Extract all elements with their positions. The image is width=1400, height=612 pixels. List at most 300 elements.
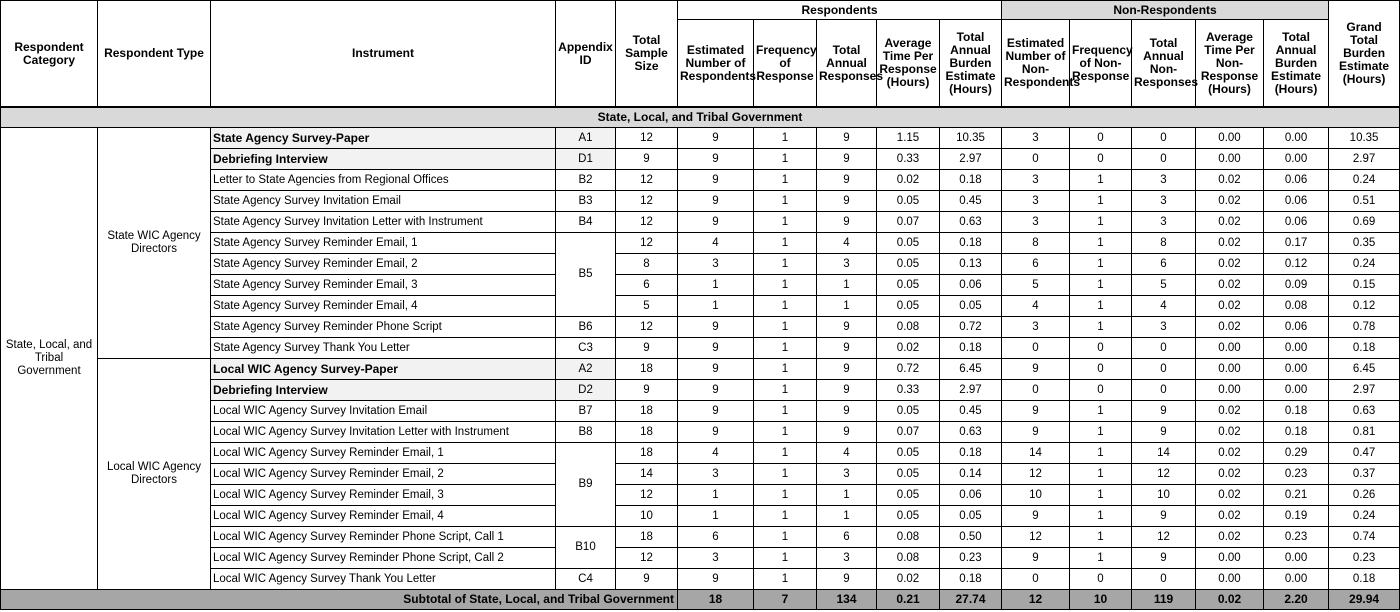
n-num-cell: 3: [1002, 170, 1070, 191]
r-total-cell: 1: [817, 296, 877, 317]
n-time-cell: 0.00: [1196, 359, 1264, 380]
r-total-cell: 9: [817, 317, 877, 338]
r-num-cell: 9: [678, 317, 754, 338]
grand-cell: 0.24: [1329, 254, 1400, 275]
instrument-cell: Local WIC Agency Survey Invitation Letter with Instrument: [211, 422, 556, 443]
section-row: [1, 107, 1400, 128]
n-total-cell: 14: [1132, 443, 1196, 464]
grand-cell: 0.35: [1329, 233, 1400, 254]
sample-cell: 14: [616, 464, 678, 485]
n-freq-cell: 1: [1070, 296, 1132, 317]
sample-cell: 12: [616, 191, 678, 212]
r-freq-cell: 1: [754, 464, 817, 485]
r-num-cell: 3: [678, 548, 754, 569]
table-row: [1, 296, 1400, 317]
subtotal-n-time-cell: 0.02: [1196, 590, 1264, 610]
n-total-cell: 12: [1132, 464, 1196, 485]
subtotal-n-burden-cell: 2.20: [1264, 590, 1329, 610]
grand-cell: 0.12: [1329, 296, 1400, 317]
grand-cell: 0.69: [1329, 212, 1400, 233]
r-time-cell: 0.72: [877, 359, 940, 380]
instrument-cell: State Agency Survey Reminder Email, 3: [211, 275, 556, 296]
r-time-cell: 0.05: [877, 443, 940, 464]
n-num-cell: 0: [1002, 149, 1070, 170]
header-appendix-id: Appendix ID: [556, 1, 616, 108]
table-row: [1, 254, 1400, 275]
respondent-category-cell: State, Local, and Tribal Government: [1, 128, 98, 590]
n-total-cell: 0: [1132, 149, 1196, 170]
n-total-cell: 0: [1132, 128, 1196, 149]
n-total-cell: 8: [1132, 233, 1196, 254]
r-time-cell: 0.05: [877, 401, 940, 422]
r-burden-cell: 0.18: [940, 338, 1002, 359]
r-freq-cell: 1: [754, 212, 817, 233]
subtotal-r-time-cell: 0.21: [877, 590, 940, 610]
sample-cell: 12: [616, 170, 678, 191]
n-freq-cell: 1: [1070, 275, 1132, 296]
table-row: [1, 275, 1400, 296]
r-num-cell: 9: [678, 149, 754, 170]
instrument-cell: Local WIC Agency Survey Reminder Email, 4: [211, 506, 556, 527]
n-burden-cell: 0.06: [1264, 212, 1329, 233]
r-total-cell: 1: [817, 275, 877, 296]
r-burden-cell: 0.18: [940, 170, 1002, 191]
sample-cell: 10: [616, 506, 678, 527]
n-burden-cell: 0.06: [1264, 170, 1329, 191]
subtotal-n-num-cell: 12: [1002, 590, 1070, 610]
n-freq-cell: 1: [1070, 254, 1132, 275]
r-freq-cell: 1: [754, 422, 817, 443]
table-row: [1, 149, 1400, 170]
n-freq-cell: 1: [1070, 212, 1132, 233]
sample-cell: 12: [616, 128, 678, 149]
n-num-cell: 4: [1002, 296, 1070, 317]
r-num-cell: 9: [678, 128, 754, 149]
r-freq-cell: 1: [754, 401, 817, 422]
r-freq-cell: 1: [754, 359, 817, 380]
r-num-cell: 6: [678, 527, 754, 548]
table-row: [1, 380, 1400, 401]
r-freq-cell: 1: [754, 443, 817, 464]
appendix-id-cell: B6: [556, 317, 616, 338]
n-num-cell: 9: [1002, 506, 1070, 527]
sample-cell: 5: [616, 296, 678, 317]
r-freq-cell: 1: [754, 527, 817, 548]
instrument-cell: State Agency Survey-Paper: [211, 128, 556, 149]
r-time-cell: 0.05: [877, 191, 940, 212]
n-num-cell: 3: [1002, 317, 1070, 338]
r-total-cell: 4: [817, 233, 877, 254]
section-title: State, Local, and Tribal Government: [1, 107, 1400, 128]
appendix-id-cell: C3: [556, 338, 616, 359]
r-total-cell: 4: [817, 443, 877, 464]
instrument-cell: Local WIC Agency Survey-Paper: [211, 359, 556, 380]
r-total-cell: 9: [817, 401, 877, 422]
n-total-cell: 0: [1132, 569, 1196, 590]
n-freq-cell: 1: [1070, 401, 1132, 422]
n-freq-cell: 0: [1070, 569, 1132, 590]
n-time-cell: 0.02: [1196, 443, 1264, 464]
grand-cell: 2.97: [1329, 380, 1400, 401]
instrument-cell: State Agency Survey Reminder Email, 4: [211, 296, 556, 317]
r-time-cell: 0.05: [877, 254, 940, 275]
n-freq-cell: 0: [1070, 380, 1132, 401]
n-time-cell: 0.02: [1196, 275, 1264, 296]
grand-cell: 0.51: [1329, 191, 1400, 212]
n-burden-cell: 0.18: [1264, 401, 1329, 422]
subtotal-n-freq-cell: 10: [1070, 590, 1132, 610]
n-burden-cell: 0.06: [1264, 191, 1329, 212]
n-time-cell: 0.00: [1196, 380, 1264, 401]
n-freq-cell: 0: [1070, 338, 1132, 359]
n-freq-cell: 1: [1070, 443, 1132, 464]
header-non-respondents-group: Non-Respondents: [1002, 1, 1329, 20]
r-total-cell: 9: [817, 359, 877, 380]
r-burden-cell: 0.13: [940, 254, 1002, 275]
n-num-cell: 0: [1002, 380, 1070, 401]
n-freq-cell: 1: [1070, 170, 1132, 191]
n-time-cell: 0.00: [1196, 569, 1264, 590]
n-time-cell: 0.02: [1196, 233, 1264, 254]
r-num-cell: 9: [678, 569, 754, 590]
r-total-cell: 3: [817, 254, 877, 275]
header-resp-total-annual: Total Annual Responses: [817, 20, 877, 108]
subtotal-r-total-cell: 134: [817, 590, 877, 610]
r-num-cell: 4: [678, 233, 754, 254]
table-row: [1, 359, 1400, 380]
grand-cell: 0.24: [1329, 506, 1400, 527]
n-num-cell: 10: [1002, 485, 1070, 506]
r-time-cell: 0.08: [877, 548, 940, 569]
n-time-cell: 0.02: [1196, 296, 1264, 317]
r-time-cell: 0.08: [877, 527, 940, 548]
n-num-cell: 0: [1002, 338, 1070, 359]
r-burden-cell: 10.35: [940, 128, 1002, 149]
n-num-cell: 0: [1002, 569, 1070, 590]
r-freq-cell: 1: [754, 548, 817, 569]
grand-cell: 0.23: [1329, 548, 1400, 569]
n-burden-cell: 0.00: [1264, 548, 1329, 569]
r-time-cell: 0.05: [877, 296, 940, 317]
instrument-cell: Local WIC Agency Survey Invitation Email: [211, 401, 556, 422]
r-burden-cell: 0.18: [940, 443, 1002, 464]
r-time-cell: 0.07: [877, 422, 940, 443]
header-row-groups: [1, 1, 1400, 20]
r-num-cell: 9: [678, 359, 754, 380]
header-resp-frequency: Frequency of Response: [754, 20, 817, 108]
r-total-cell: 9: [817, 170, 877, 191]
n-total-cell: 10: [1132, 485, 1196, 506]
n-time-cell: 0.00: [1196, 149, 1264, 170]
n-time-cell: 0.02: [1196, 170, 1264, 191]
instrument-cell: Local WIC Agency Survey Thank You Letter: [211, 569, 556, 590]
r-freq-cell: 1: [754, 149, 817, 170]
r-total-cell: 6: [817, 527, 877, 548]
r-time-cell: 0.05: [877, 506, 940, 527]
grand-cell: 0.81: [1329, 422, 1400, 443]
instrument-cell: State Agency Survey Invitation Email: [211, 191, 556, 212]
r-burden-cell: 2.97: [940, 380, 1002, 401]
n-freq-cell: 0: [1070, 128, 1132, 149]
table-row: [1, 527, 1400, 548]
subtotal-r-freq-cell: 7: [754, 590, 817, 610]
sample-cell: 18: [616, 422, 678, 443]
r-num-cell: 1: [678, 275, 754, 296]
r-freq-cell: 1: [754, 170, 817, 191]
r-freq-cell: 1: [754, 191, 817, 212]
header-nonresp-total-burden: Total Annual Burden Estimate (Hours): [1264, 20, 1329, 108]
r-num-cell: 3: [678, 254, 754, 275]
n-num-cell: 6: [1002, 254, 1070, 275]
n-num-cell: 3: [1002, 128, 1070, 149]
r-freq-cell: 1: [754, 317, 817, 338]
r-time-cell: 0.33: [877, 149, 940, 170]
r-time-cell: 0.02: [877, 170, 940, 191]
subtotal-r-num-cell: 18: [678, 590, 754, 610]
r-num-cell: 9: [678, 422, 754, 443]
instrument-cell: Debriefing Interview: [211, 380, 556, 401]
grand-cell: 0.18: [1329, 338, 1400, 359]
header-nonresp-total-annual: Total Annual Non-Responses: [1132, 20, 1196, 108]
r-freq-cell: 1: [754, 485, 817, 506]
table-row: [1, 422, 1400, 443]
appendix-id-cell: C4: [556, 569, 616, 590]
n-time-cell: 0.02: [1196, 506, 1264, 527]
subtotal-label: Subtotal of State, Local, and Tribal Government: [1, 590, 678, 610]
table-row: [1, 128, 1400, 149]
grand-cell: 0.74: [1329, 527, 1400, 548]
instrument-cell: Local WIC Agency Survey Reminder Phone Script, Call 2: [211, 548, 556, 569]
instrument-cell: Debriefing Interview: [211, 149, 556, 170]
table-body: [1, 107, 1400, 610]
r-freq-cell: 1: [754, 296, 817, 317]
respondent-type-cell: Local WIC Agency Directors: [98, 359, 211, 590]
n-time-cell: 0.00: [1196, 128, 1264, 149]
r-time-cell: 0.05: [877, 464, 940, 485]
n-burden-cell: 0.00: [1264, 149, 1329, 170]
n-total-cell: 0: [1132, 359, 1196, 380]
r-total-cell: 9: [817, 128, 877, 149]
n-burden-cell: 0.00: [1264, 380, 1329, 401]
r-num-cell: 1: [678, 506, 754, 527]
appendix-id-cell: B10: [556, 527, 616, 569]
n-total-cell: 6: [1132, 254, 1196, 275]
appendix-id-cell: A1: [556, 128, 616, 149]
instrument-cell: State Agency Survey Thank You Letter: [211, 338, 556, 359]
n-time-cell: 0.02: [1196, 317, 1264, 338]
header-resp-est-number: Estimated Number of Respondents: [678, 20, 754, 108]
r-burden-cell: 0.14: [940, 464, 1002, 485]
table-row: [1, 401, 1400, 422]
n-burden-cell: 0.29: [1264, 443, 1329, 464]
sample-cell: 18: [616, 401, 678, 422]
subtotal-grand-cell: 29.94: [1329, 590, 1400, 610]
n-num-cell: 9: [1002, 548, 1070, 569]
appendix-id-cell: B5: [556, 233, 616, 317]
n-total-cell: 5: [1132, 275, 1196, 296]
table-row: [1, 485, 1400, 506]
r-total-cell: 9: [817, 149, 877, 170]
table-row: [1, 191, 1400, 212]
r-num-cell: 9: [678, 380, 754, 401]
n-burden-cell: 0.00: [1264, 128, 1329, 149]
grand-cell: 0.15: [1329, 275, 1400, 296]
n-burden-cell: 0.23: [1264, 527, 1329, 548]
appendix-id-cell: D1: [556, 149, 616, 170]
sample-cell: 8: [616, 254, 678, 275]
table-row: [1, 569, 1400, 590]
r-num-cell: 9: [678, 191, 754, 212]
r-burden-cell: 0.06: [940, 275, 1002, 296]
table-row: [1, 233, 1400, 254]
r-freq-cell: 1: [754, 233, 817, 254]
n-num-cell: 5: [1002, 275, 1070, 296]
r-burden-cell: 0.72: [940, 317, 1002, 338]
sample-cell: 12: [616, 548, 678, 569]
sample-cell: 9: [616, 380, 678, 401]
n-total-cell: 0: [1132, 380, 1196, 401]
header-respondent-category: Respondent Category: [1, 1, 98, 108]
r-time-cell: 0.05: [877, 485, 940, 506]
n-time-cell: 0.02: [1196, 422, 1264, 443]
grand-cell: 0.24: [1329, 170, 1400, 191]
header-respondent-type: Respondent Type: [98, 1, 211, 108]
instrument-cell: State Agency Survey Invitation Letter with Instrument: [211, 212, 556, 233]
r-burden-cell: 0.06: [940, 485, 1002, 506]
instrument-cell: State Agency Survey Reminder Email, 2: [211, 254, 556, 275]
r-time-cell: 0.05: [877, 275, 940, 296]
sample-cell: 12: [616, 233, 678, 254]
n-time-cell: 0.02: [1196, 191, 1264, 212]
grand-cell: 0.63: [1329, 401, 1400, 422]
r-time-cell: 0.33: [877, 380, 940, 401]
n-burden-cell: 0.12: [1264, 254, 1329, 275]
r-total-cell: 1: [817, 485, 877, 506]
grand-cell: 10.35: [1329, 128, 1400, 149]
r-burden-cell: 0.05: [940, 296, 1002, 317]
sample-cell: 9: [616, 569, 678, 590]
r-freq-cell: 1: [754, 569, 817, 590]
n-total-cell: 3: [1132, 191, 1196, 212]
n-total-cell: 12: [1132, 527, 1196, 548]
n-burden-cell: 0.23: [1264, 464, 1329, 485]
n-freq-cell: 1: [1070, 506, 1132, 527]
n-burden-cell: 0.17: [1264, 233, 1329, 254]
n-freq-cell: 1: [1070, 527, 1132, 548]
table-row: [1, 317, 1400, 338]
n-time-cell: 0.02: [1196, 212, 1264, 233]
instrument-cell: Local WIC Agency Survey Reminder Phone Script, Call 1: [211, 527, 556, 548]
n-time-cell: 0.02: [1196, 485, 1264, 506]
n-time-cell: 0.00: [1196, 338, 1264, 359]
grand-cell: 0.18: [1329, 569, 1400, 590]
n-freq-cell: 1: [1070, 548, 1132, 569]
r-num-cell: 4: [678, 443, 754, 464]
n-freq-cell: 1: [1070, 191, 1132, 212]
r-burden-cell: 0.63: [940, 212, 1002, 233]
n-total-cell: 9: [1132, 401, 1196, 422]
header-instrument: Instrument: [211, 1, 556, 108]
r-freq-cell: 1: [754, 254, 817, 275]
n-num-cell: 14: [1002, 443, 1070, 464]
grand-cell: 2.97: [1329, 149, 1400, 170]
r-time-cell: 0.02: [877, 338, 940, 359]
n-num-cell: 12: [1002, 527, 1070, 548]
n-time-cell: 0.02: [1196, 464, 1264, 485]
n-burden-cell: 0.08: [1264, 296, 1329, 317]
n-total-cell: 0: [1132, 338, 1196, 359]
r-time-cell: 1.15: [877, 128, 940, 149]
n-total-cell: 3: [1132, 317, 1196, 338]
r-burden-cell: 0.45: [940, 191, 1002, 212]
appendix-id-cell: B9: [556, 443, 616, 527]
n-time-cell: 0.02: [1196, 401, 1264, 422]
n-total-cell: 9: [1132, 422, 1196, 443]
n-num-cell: 9: [1002, 401, 1070, 422]
sample-cell: 9: [616, 149, 678, 170]
r-num-cell: 9: [678, 170, 754, 191]
header-nonresp-avg-time: Average Time Per Non-Response (Hours): [1196, 20, 1264, 108]
table-row: [1, 548, 1400, 569]
table-row: [1, 464, 1400, 485]
table-row: [1, 212, 1400, 233]
sample-cell: 12: [616, 212, 678, 233]
sample-cell: 12: [616, 485, 678, 506]
r-freq-cell: 1: [754, 380, 817, 401]
r-burden-cell: 0.18: [940, 233, 1002, 254]
n-time-cell: 0.02: [1196, 254, 1264, 275]
r-total-cell: 9: [817, 338, 877, 359]
instrument-cell: Local WIC Agency Survey Reminder Email, 3: [211, 485, 556, 506]
r-total-cell: 9: [817, 212, 877, 233]
respondent-type-cell: State WIC Agency Directors: [98, 128, 211, 359]
subtotal-row: [1, 590, 1400, 610]
n-freq-cell: 0: [1070, 359, 1132, 380]
r-time-cell: 0.05: [877, 233, 940, 254]
n-total-cell: 9: [1132, 506, 1196, 527]
sample-cell: 18: [616, 359, 678, 380]
n-total-cell: 4: [1132, 296, 1196, 317]
r-burden-cell: 0.45: [940, 401, 1002, 422]
grand-cell: 6.45: [1329, 359, 1400, 380]
sample-cell: 9: [616, 338, 678, 359]
header-grand-total: Grand Total Burden Estimate (Hours): [1329, 1, 1400, 108]
appendix-id-cell: B7: [556, 401, 616, 422]
r-burden-cell: 0.50: [940, 527, 1002, 548]
r-freq-cell: 1: [754, 338, 817, 359]
instrument-cell: State Agency Survey Reminder Email, 1: [211, 233, 556, 254]
appendix-id-cell: B3: [556, 191, 616, 212]
instrument-cell: Letter to State Agencies from Regional Offices: [211, 170, 556, 191]
header-respondents-group: Respondents: [678, 1, 1002, 20]
r-num-cell: 9: [678, 338, 754, 359]
n-freq-cell: 0: [1070, 149, 1132, 170]
n-num-cell: 3: [1002, 191, 1070, 212]
r-total-cell: 3: [817, 464, 877, 485]
r-num-cell: 3: [678, 464, 754, 485]
n-burden-cell: 0.19: [1264, 506, 1329, 527]
n-burden-cell: 0.00: [1264, 569, 1329, 590]
sample-cell: 12: [616, 317, 678, 338]
n-freq-cell: 1: [1070, 422, 1132, 443]
n-num-cell: 9: [1002, 359, 1070, 380]
n-freq-cell: 1: [1070, 485, 1132, 506]
grand-cell: 0.47: [1329, 443, 1400, 464]
r-total-cell: 9: [817, 191, 877, 212]
r-total-cell: 3: [817, 548, 877, 569]
n-time-cell: 0.02: [1196, 527, 1264, 548]
appendix-id-cell: B4: [556, 212, 616, 233]
